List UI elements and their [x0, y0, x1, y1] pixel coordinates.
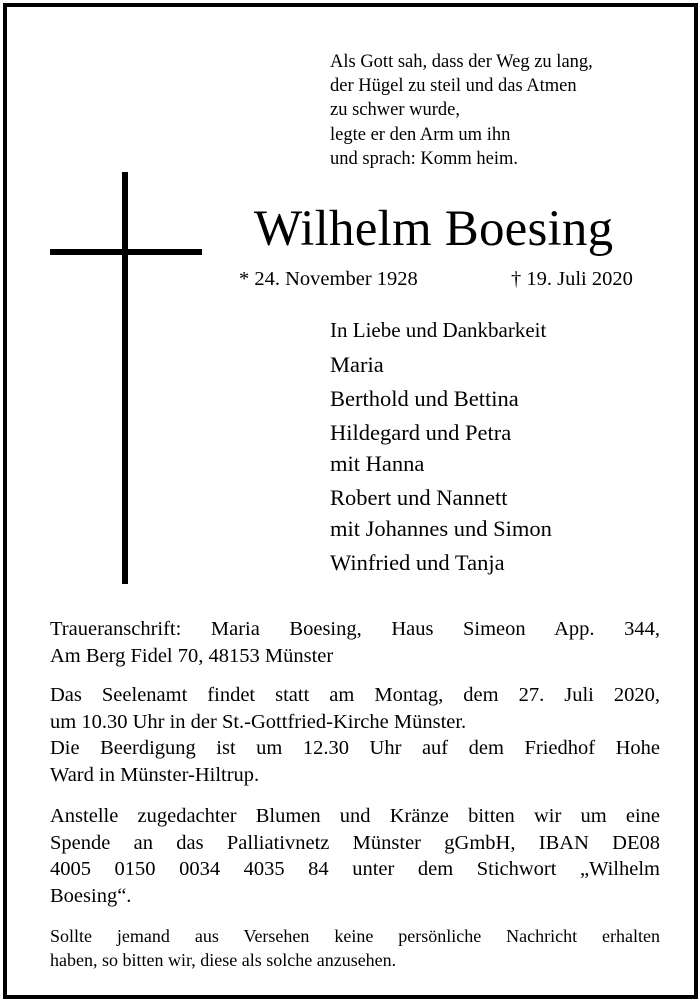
mourner-line: Winfried und Tanja: [330, 550, 505, 575]
obituary-frame: [3, 3, 698, 999]
poem: [330, 50, 593, 171]
service-line: Das Seelenamt findet statt am Montag, dem 27. Juli 2020,: [50, 684, 660, 706]
closing-line: haben, so bitten wir, diese als solche anzusehen.: [50, 950, 397, 970]
cross-vertical-bar: [122, 172, 128, 584]
mourner-group: [330, 482, 552, 544]
donation-line: Boesing“.: [50, 884, 132, 907]
mourner-group: [330, 383, 552, 414]
mourner-line: mit Hanna: [330, 451, 425, 476]
service-line: Die Beerdigung ist um 12.30 Uhr auf dem Friedhof Hohe: [50, 737, 660, 759]
mourners-list: [330, 315, 552, 581]
mourner-group: [330, 349, 552, 380]
donation-request: [50, 803, 660, 909]
poem-line: legte er den Arm um ihn: [330, 124, 511, 145]
poem-line: der Hügel zu steil und das Atmen: [330, 76, 577, 97]
service-line: um 10.30 Uhr in der St.-Gottfried-Kirche Münster.: [50, 710, 467, 733]
poem-line: zu schwer wurde,: [330, 100, 460, 121]
mourner-line: Maria: [330, 352, 384, 377]
death-date: † 19. Juli 2020: [511, 268, 633, 290]
service-line: Ward in Münster-Hiltrup.: [50, 763, 260, 786]
deceased-name: Wilhelm Boesing: [254, 201, 614, 257]
mourner-line: Hildegard und Petra: [330, 420, 512, 445]
mourning-address: [50, 616, 660, 669]
poem-line: Als Gott sah, dass der Weg zu lang,: [330, 52, 593, 72]
address-line: Traueranschrift: Maria Boesing, Haus Simeon App. 344,: [50, 618, 660, 640]
mourner-group: [330, 417, 552, 479]
mourners-intro: In Liebe und Dankbarkeit: [330, 318, 547, 342]
donation-line: Anstelle zugedachter Blumen und Kränze bitten wir um eine: [50, 805, 660, 827]
closing-line: Sollte jemand aus Versehen keine persönliche Nachricht erhalten: [50, 926, 660, 946]
birth-date: * 24. November 1928: [239, 268, 418, 290]
closing-note: [50, 924, 660, 972]
poem-line: und sprach: Komm heim.: [330, 148, 519, 169]
mourner-line: mit Johannes und Simon: [330, 516, 552, 541]
mourner-line: Berthold und Bettina: [330, 386, 519, 411]
mourner-group: [330, 547, 552, 578]
donation-line: Spende an das Palliativnetz Münster gGmbH, IBAN DE08: [50, 831, 660, 854]
donation-line: 4005 0150 0034 4035 84 unter dem Stichwort „Wilhelm: [50, 858, 660, 880]
mourner-line: Robert und Nannett: [330, 485, 508, 510]
service-details: [50, 682, 660, 788]
cross-horizontal-bar: [50, 249, 202, 255]
address-line: Am Berg Fidel 70, 48153 Münster: [50, 644, 334, 667]
